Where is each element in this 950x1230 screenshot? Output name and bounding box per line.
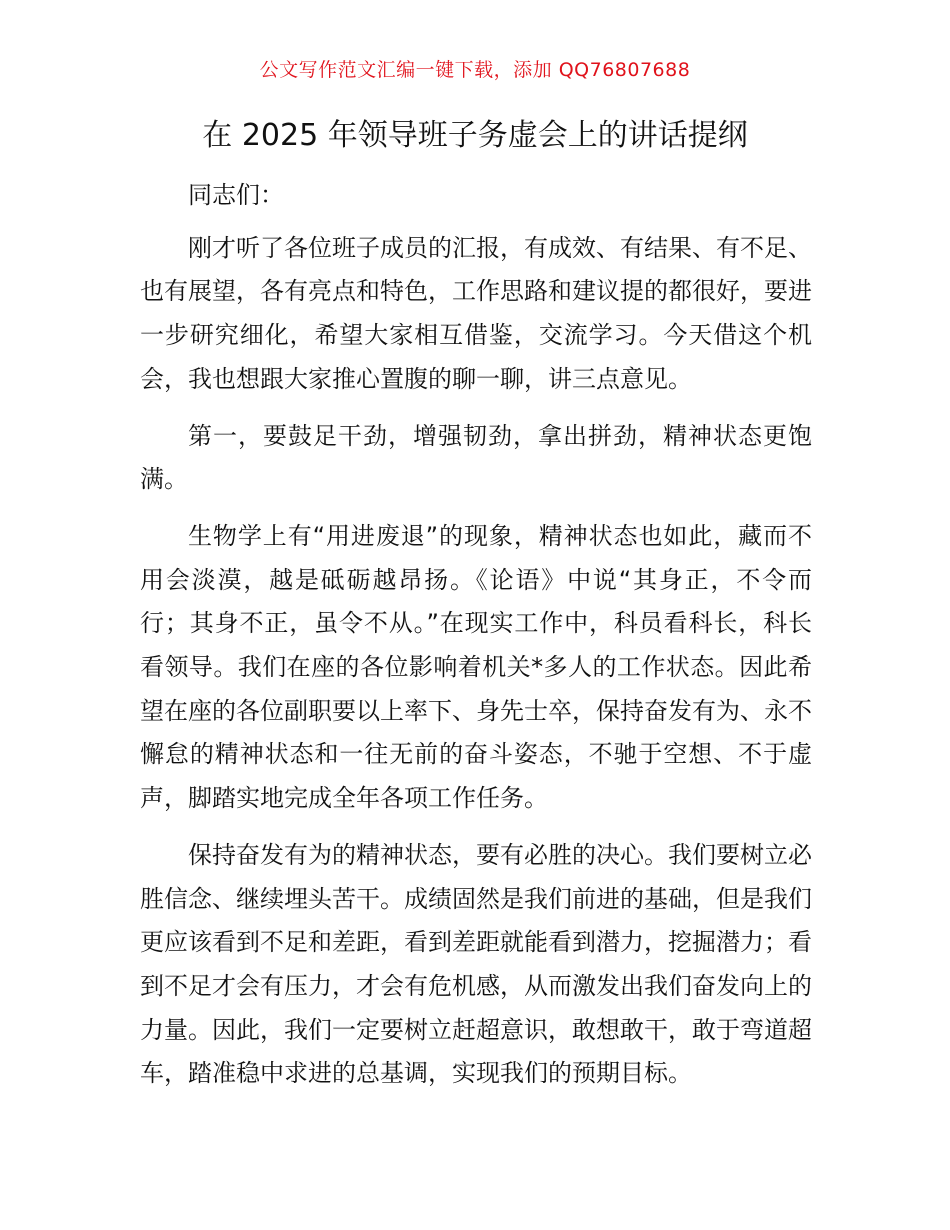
paragraph-intro: 刚才听了各位班子成员的汇报，有成效、有结果、有不足、也有展望，各有亮点和特色，工作思路和建议提的都很好，要进一步研究细化，希望大家相互借鉴，交流学习。今天借这个机会，我也想跟大家推心置腹的聊一聊，讲三点意见。 (140, 233, 812, 393)
paragraph-spirit: 生物学上有“用进废退”的现象，精神状态也如此，藏而不用会淡漠，越是砥砺越昂扬。《论语》中说“其身正，不令而行；其身不正，虽令不从。”在现实工作中，科员看科长，科长看领导。我们在座的各位影响着机关*多人的工作状态。因此希望在座的各位副职要以上率下、身先士卒，保持奋发有为、永不懈怠的精神状态和一往无前的奋斗姿态，不驰于空想、不于虚声，脚踏实地完成全年各项工作任务。 (140, 521, 812, 813)
paragraph-point-one-heading: 第一，要鼓足干劲，增强韧劲，拿出拼劲，精神状态更饱满。 (140, 421, 812, 494)
document-body (140, 174, 812, 1109)
paragraph-determination: 保持奋发有为的精神状态，要有必胜的决心。我们要树立必胜信念、继续埋头苦干。成绩固然是我们前进的基础，但是我们更应该看到不足和差距，看到差距就能看到潜力，挖掘潜力；看到不足才会有压力，才会有危机感，从而激发出我们奋发向上的力量。因此，我们一定要树立赶超意识，敢想敢干，敢于弯道超车，踏准稳中求进的总基调，实现我们的预期目标。 (140, 840, 812, 1088)
document-title: 在 2025 年领导班子务虚会上的讲话提纲 (202, 118, 748, 153)
download-banner: 公文写作范文汇编一键下载，添加 QQ76807688 (259, 59, 691, 81)
salutation: 同志们： (188, 181, 284, 209)
